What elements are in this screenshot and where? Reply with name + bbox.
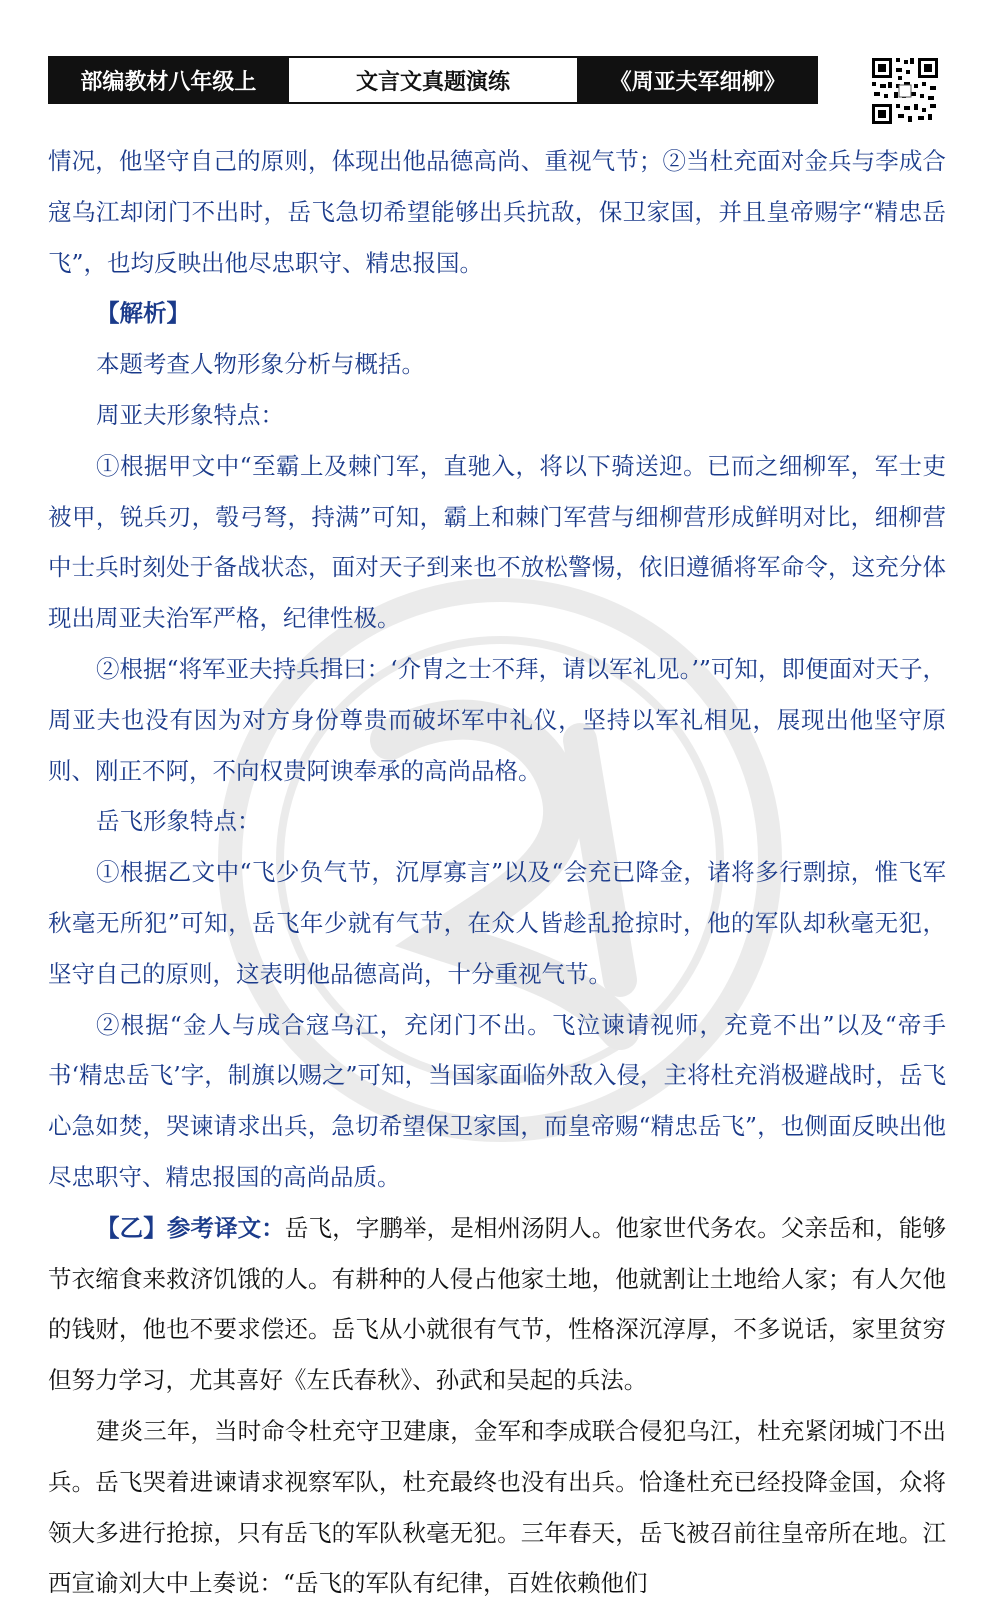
analysis-intro: 本题考查人物形象分析与概括。 xyxy=(96,350,425,379)
page-content xyxy=(48,136,946,1609)
qr-code-icon xyxy=(870,56,940,126)
translation-paragraph-2: 建炎三年，当时命令杜充守卫建康，金军和李成联合侵犯乌江，杜充紧闭城门不出兵。岳飞哭着进谏请求视察军队，杜充最终也没有出兵。恰逢杜充已经投降金国，众将领大多进行抢掠，只有岳飞的军队秋毫无犯。三年春天，岳飞被召前往皇帝所在地。江西宣谕刘大中上奏说：“岳飞的军队有纪律，百姓依赖他们 xyxy=(48,1416,946,1598)
translation-paragraph-1 xyxy=(48,1203,946,1406)
translation-section xyxy=(48,1203,946,1609)
header-textbook-label: 部编教材八年级上 xyxy=(50,58,287,102)
translation-tag: 【乙】参考译文： xyxy=(96,1213,285,1242)
header-lesson-title: 《周亚夫军细柳》 xyxy=(579,58,816,102)
yue-point-1: ①根据乙文中“飞少负气节，沉厚寡言”以及“会充已降金，诸将多行剽掠，惟飞军秋毫无所犯”可知，岳飞年少就有气节，在众人皆趁乱抢掠时，他的军队却秋毫无犯，坚守自己的原则，这表明他品德高尚，十分重视气节。 xyxy=(48,858,946,988)
zhou-point-1: ①根据甲文中“至霸上及棘门军，直驰入，将以下骑送迎。已而之细柳军，军士吏被甲，锐兵刃，彀弓弩，持满”可知，霸上和棘门军营与细柳营形成鲜明对比，细柳营中士兵时刻处于备战状态，面对天子到来也不放松警惕，依旧遵循将军命令，这充分体现出周亚夫治军严格，纪律性极。 xyxy=(48,451,946,633)
yue-heading: 岳飞形象特点： xyxy=(96,807,261,836)
header-bar xyxy=(48,56,818,104)
header-section-title: 文言文真题演练 xyxy=(287,58,579,102)
analysis-label: 【解析】 xyxy=(96,299,190,328)
zhou-heading: 周亚夫形象特点： xyxy=(96,400,284,429)
answer-paragraph: 情况，他坚守自己的原则，体现出他品德高尚、重视气节；②当杜充面对金兵与李成合寇乌江却闭门不出时，岳飞急切希望能够出兵抗敌，保卫家国，并且皇帝赐字“精忠岳飞”，也均反映出他尽忠职守、精忠报国。 xyxy=(48,147,946,277)
zhou-point-2: ②根据“将军亚夫持兵揖曰：‘介胄之士不拜，请以军礼见。’”可知，即便面对天子，周亚夫也没有因为对方身份尊贵而破坏军中礼仪，坚持以军礼相见，展现出他坚守原则、刚正不阿，不向权贵阿谀奉承的高尚品格。 xyxy=(48,654,946,785)
translation-text-1: 岳飞，字鹏举，是相州汤阴人。他家世代务农。父亲岳和，能够节衣缩食来救济饥饿的人。有耕种的人侵占他家土地，他就割让土地给人家；有人欠他的钱财，他也不要求偿还。岳飞从小就很有气节，性格深沉淳厚，不多说话，家里贫穷但努力学习，尤其喜好《左氏春秋》、孙武和吴起的兵法。 xyxy=(48,1213,947,1395)
yue-point-2: ②根据“金人与成合寇乌江，充闭门不出。飞泣谏请视师，充竟不出”以及“帝手书‘精忠岳飞’字，制旗以赐之”可知，当国家面临外敌入侵，主将杜充消极避战时，岳飞心急如焚，哭谏请求出兵，急切希望保卫家国，而皇帝赐“精忠岳飞”，也侧面反映出他尽忠职守、精忠报国的高尚品质。 xyxy=(48,1010,946,1191)
